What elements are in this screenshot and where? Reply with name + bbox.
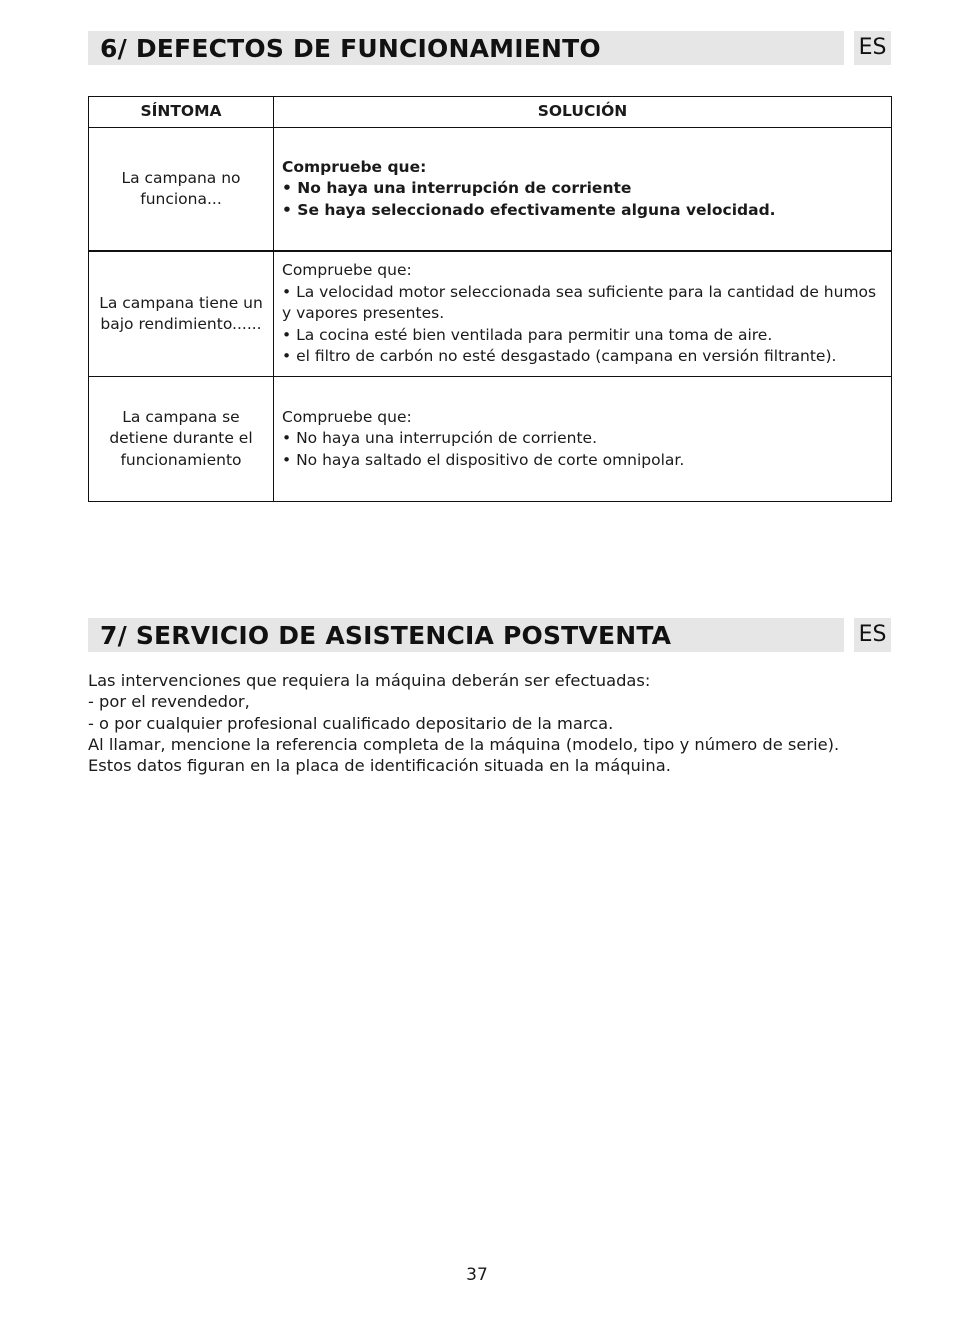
paragraph-line: - o por cualquier profesional cualificado depositario de la marca. [88, 713, 614, 733]
language-badge: ES [854, 31, 891, 65]
table-row [89, 128, 892, 252]
section-header-faults [88, 31, 844, 65]
symptom-cell: La campana se detiene durante el funcionamiento [89, 377, 274, 502]
column-header-symptom: SÍNTOMA [89, 97, 274, 128]
page-number: 37 [466, 1265, 488, 1285]
language-badge: ES [854, 618, 891, 652]
section-title: 7/ SERVICIO DE ASISTENCIA POSTVENTA [100, 621, 672, 650]
solution-item: • La cocina esté bien ventilada para permitir una toma de aire. [282, 325, 773, 344]
solution-item: • No haya una interrupción de corriente. [282, 429, 597, 448]
paragraph-line: - por el revendedor, [88, 692, 250, 712]
column-header-solution: SOLUCIÓN [274, 97, 892, 128]
solution-item: • No haya saltado el dispositivo de corte omnipolar. [282, 450, 685, 469]
troubleshooting-table [88, 96, 892, 502]
section-title: 6/ DEFECTOS DE FUNCIONAMIENTO [100, 34, 601, 63]
symptom-cell: La campana tiene un bajo rendimiento...... [89, 251, 274, 377]
paragraph-line: Al llamar, mencione la referencia completa de la máquina (modelo, tipo y número de serie). [88, 734, 840, 754]
solution-item: • Se haya seleccionado efectivamente alguna velocidad. [282, 200, 776, 219]
solution-item: • el filtro de carbón no esté desgastado (campana en versión filtrante). [282, 347, 837, 366]
solution-intro: Compruebe que: [282, 261, 412, 280]
table-header-row [89, 97, 892, 128]
solution-intro: Compruebe que: [282, 407, 412, 426]
table-row [89, 377, 892, 502]
solution-cell [274, 251, 892, 377]
paragraph-line: Las intervenciones que requiera la máquina deberán ser efectuadas: [88, 671, 651, 690]
solution-intro: Compruebe que: [282, 157, 427, 176]
solution-item: • La velocidad motor seleccionada sea suficiente para la cantidad de humos y vapores presentes. [282, 282, 877, 323]
symptom-cell: La campana no funciona... [89, 128, 274, 252]
service-paragraph [88, 670, 898, 776]
table-row [89, 251, 892, 377]
paragraph-line: Estos datos figuran en la placa de identificación situada en la máquina. [88, 756, 671, 776]
section-header-service [88, 618, 844, 652]
solution-cell [274, 128, 892, 252]
solution-cell [274, 377, 892, 502]
solution-item: • No haya una interrupción de corriente [282, 179, 632, 198]
